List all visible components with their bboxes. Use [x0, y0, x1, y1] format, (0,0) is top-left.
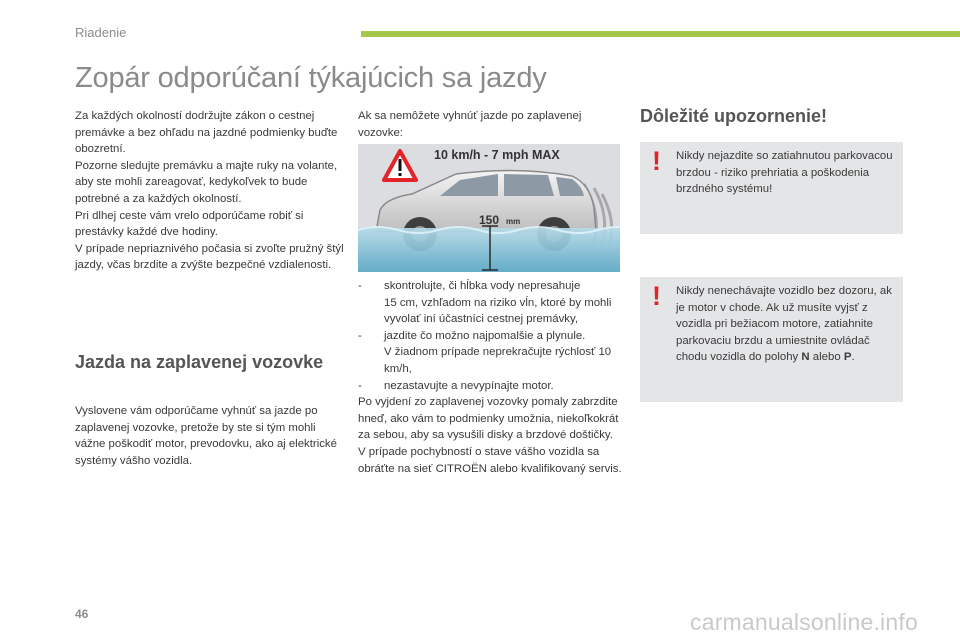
gear-n-label: N — [801, 351, 810, 364]
list-item — [358, 278, 622, 295]
watermark: carmanualsonline.info — [690, 609, 918, 635]
warning-text: Nikdy nejazdite so zatiahnutou parkovacou brzdou - riziko prehriatia a poškodenia brzdného systému! — [676, 150, 893, 196]
after-flood-text — [358, 394, 622, 477]
driving-advice-text — [75, 108, 345, 274]
list-dash: - — [358, 329, 362, 342]
paragraph: Za každých okolností dodržujte zákon o cestnej premávke a bez ohľadu na jazdné podmienky buďte obozretní. — [75, 110, 338, 156]
list-dash: - — [358, 379, 362, 392]
header-accent-bar — [361, 31, 960, 37]
list-item — [358, 378, 622, 395]
list-item-text: jazdite čo možno najpomalšie a plynule. — [384, 329, 586, 342]
warning-text — [676, 285, 892, 363]
list-item-extra: 15 cm, vzhľadom na riziko vĺn, ktoré by mohli vyvolať iní účastníci cestnej premávky, — [384, 296, 612, 326]
list-dash: - — [358, 280, 362, 292]
exclamation-icon: ! — [652, 281, 661, 311]
speed-limit-label: 10 km/h - 7 mph MAX — [434, 148, 560, 162]
exclamation-icon: ! — [652, 146, 661, 176]
section-label: Riadenie — [75, 25, 127, 40]
flooded-road-heading: Jazda na zaplavenej vozovke — [75, 352, 324, 372]
paragraph: Pri dlhej ceste vám vrelo odporúčame robiť si prestávky každé dve hodiny. — [75, 209, 304, 239]
warning-box — [640, 277, 903, 402]
paragraph: Pozorne sledujte premávku a majte ruky na volante, aby ste mohli zareagovať, kedykoľvek to bude potrebné a za každých okolností. — [75, 159, 338, 205]
depth-unit: mm — [506, 217, 521, 226]
flooded-road-instructions — [358, 278, 622, 477]
warning-text-part: . — [851, 351, 855, 364]
water-surface — [358, 228, 620, 272]
list-item-text: skontrolujte, či hĺbka vody nepresahuje — [384, 280, 581, 292]
gear-p-label: P — [843, 351, 852, 364]
page-number: 46 — [75, 607, 89, 621]
warning-box — [640, 142, 903, 234]
paragraph: V prípade pochybností o stave vášho vozidla sa obráťte na sieť CITROËN alebo kvalifikovaný servis. — [358, 445, 622, 475]
list-item-extra: V žiadnom prípade neprekračujte rýchlosť 10 km/h, — [384, 346, 612, 375]
important-notice-heading: Dôležité upozornenie! — [640, 106, 828, 126]
page-title: Zopár odporúčaní týkajúcich sa jazdy — [75, 62, 547, 94]
flooded-road-illustration — [358, 144, 620, 272]
flooded-road-text: Vyslovene vám odporúčame vyhnúť sa jazde po zaplavenej vozovke, pretože by ste si tým mohli vážne poškodiť motor, prevodovku, ako aj elektrické systémy vášho vozidla. — [75, 405, 337, 467]
warning-text-part: Nikdy nenechávajte vozidlo bez dozoru, ak je motor v chode. Ak už musíte vyjsť z vozidla pri bežiacom motore, zatiahnite parkovaciu brzdu a umiestnite ovládač chodu vozidla do polohy — [676, 285, 892, 364]
warning-text-part: alebo — [809, 351, 844, 364]
list-item — [358, 328, 622, 345]
paragraph: Po vyjdení zo zaplavenej vozovky pomaly zabrzdite hneď, ako vám to podmienky umožnia, niekoľkokrát za sebou, aby sa vysušili disky a brzdové doštičky. — [358, 396, 619, 442]
paragraph: V prípade nepriaznivého počasia si zvoľte pružný štýl jazdy, včas brzdite a zvýšte bezpečné vzdialenosti. — [75, 242, 344, 272]
warning-triangle-icon — [384, 151, 416, 180]
list-item-text: nezastavujte a nevypínajte motor. — [384, 379, 554, 392]
depth-number: 150 — [479, 213, 500, 227]
flooded-road-intro: Ak sa nemôžete vyhnúť jazde po zaplavenej vozovke: — [358, 110, 582, 139]
